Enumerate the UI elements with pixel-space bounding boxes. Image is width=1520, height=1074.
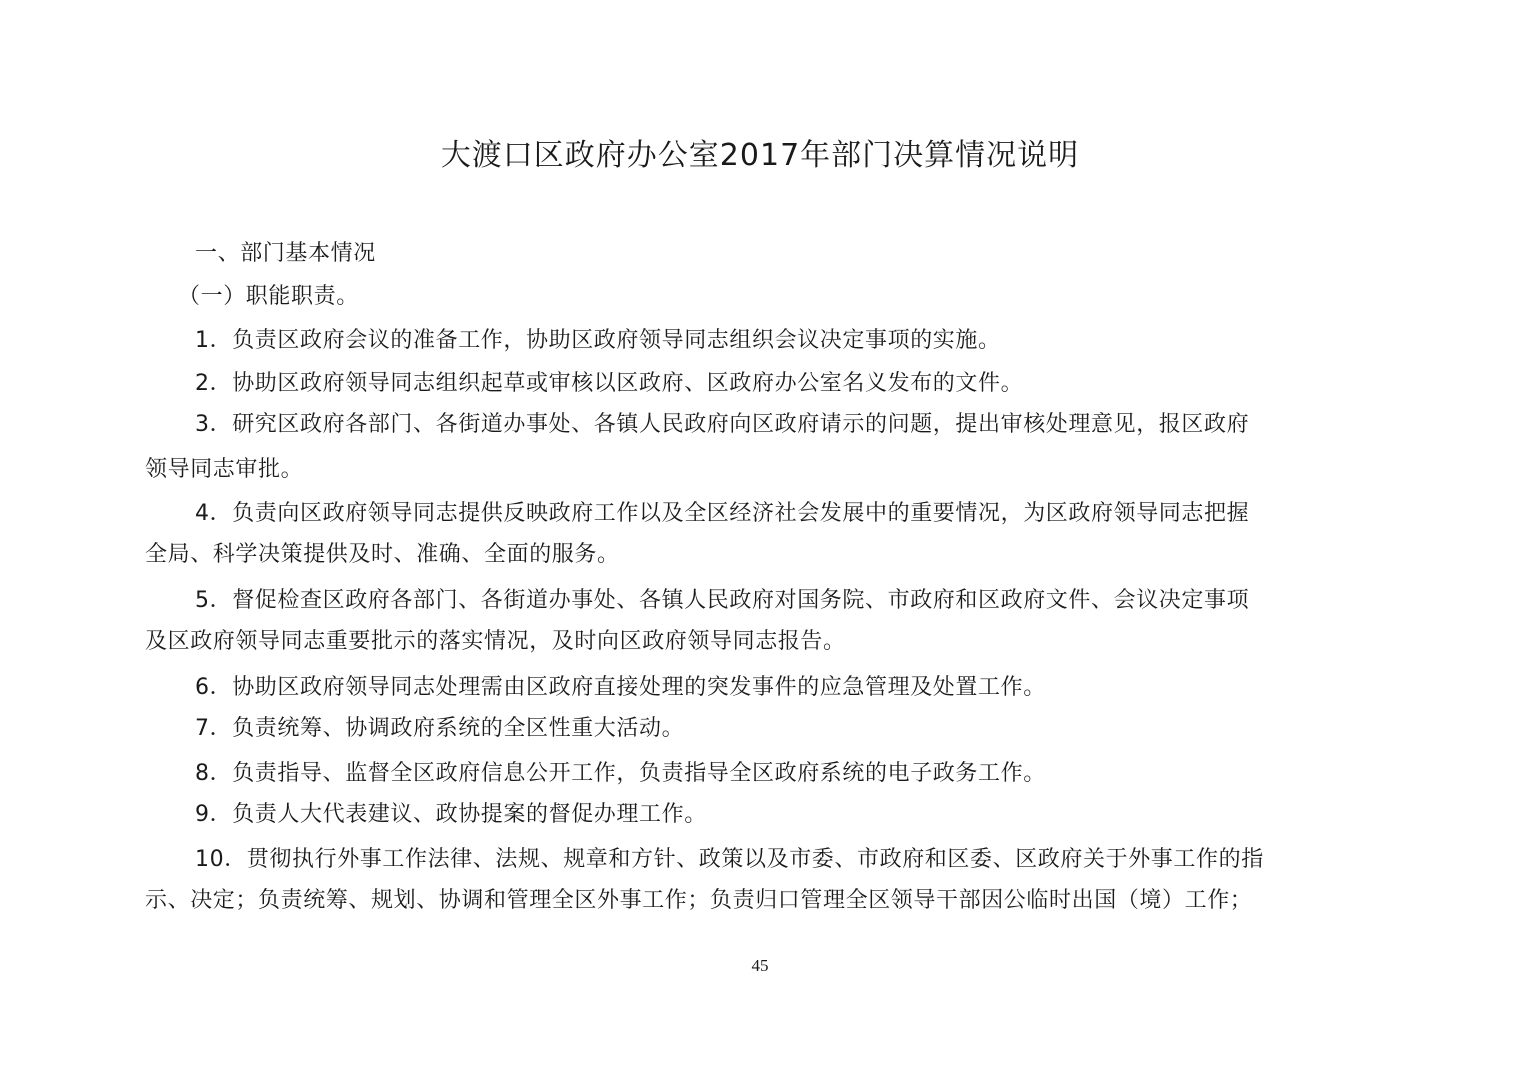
document-title: 大渡口区政府办公室2017年部门决算情况说明	[440, 138, 1080, 173]
item-line: 8．负责指导、监督全区政府信息公开工作，负责指导全区政府系统的电子政务工作。	[195, 761, 1046, 786]
item-line: 3．研究区政府各部门、各街道办事处、各镇人民政府向区政府请示的问题，提出审核处理意见，报区政府	[195, 412, 1250, 437]
subsection-heading: （一）职能职责。	[178, 284, 359, 309]
section-heading: 一、部门基本情况	[195, 241, 376, 266]
page-number: 45	[751, 956, 769, 975]
item-line: 5．督促检查区政府各部门、各街道办事处、各镇人民政府对国务院、市政府和区政府文件、会议决定事项	[195, 588, 1250, 613]
item-line: 1．负责区政府会议的准备工作，协助区政府领导同志组织会议决定事项的实施。	[195, 328, 1001, 353]
item-line: 6．协助区政府领导同志处理需由区政府直接处理的突发事件的应急管理及处置工作。	[195, 675, 1046, 700]
item-line: 7．负责统筹、协调政府系统的全区性重大活动。	[195, 716, 685, 741]
item-line-continued: 领导同志审批。	[145, 457, 304, 482]
item-line: 9．负责人大代表建议、政协提案的督促办理工作。	[195, 802, 707, 827]
item-line-continued: 示、决定；负责统筹、规划、协调和管理全区外事工作；负责归口管理全区领导干部因公临时出国（境）工作；	[145, 888, 1253, 913]
item-line: 2．协助区政府领导同志组织起草或审核以区政府、区政府办公室名义发布的文件。	[195, 371, 1024, 396]
item-line: 4．负责向区政府领导同志提供反映政府工作以及全区经济社会发展中的重要情况，为区政府领导同志把握	[195, 501, 1250, 526]
item-line-continued: 全局、科学决策提供及时、准确、全面的服务。	[145, 542, 620, 567]
item-line-continued: 及区政府领导同志重要批示的落实情况，及时向区政府领导同志报告。	[145, 629, 846, 654]
item-line: 10．贯彻执行外事工作法律、法规、规章和方针、政策以及市委、市政府和区委、区政府关于外事工作的指	[195, 847, 1264, 872]
